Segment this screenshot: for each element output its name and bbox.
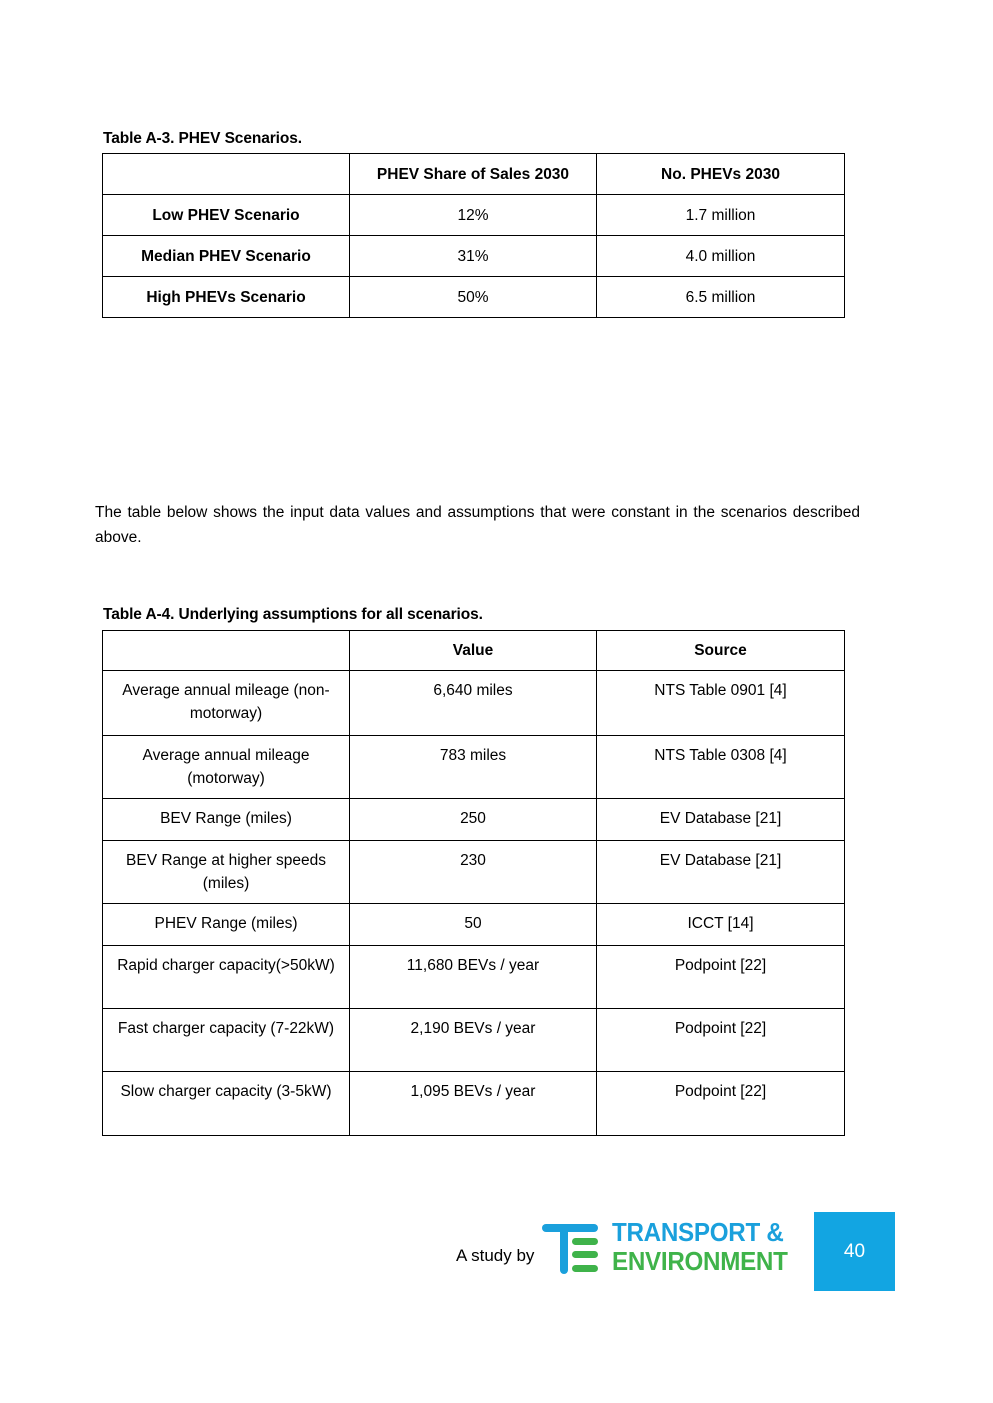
table-cell: 4.0 million <box>597 236 845 277</box>
table-cell: EV Database [21] <box>597 799 845 841</box>
table-row <box>103 236 845 277</box>
row-label: High PHEVs Scenario <box>103 277 350 318</box>
table-row <box>103 799 845 841</box>
table-row <box>103 904 845 946</box>
row-label: Average annual mileage (motorway) <box>103 736 350 799</box>
row-label: Fast charger capacity (7-22kW) <box>103 1009 350 1072</box>
brand-line-environment: ENVIRONMENT <box>612 1246 788 1276</box>
table-cell: ICCT [14] <box>597 904 845 946</box>
table-cell: 31% <box>350 236 597 277</box>
table-cell: 6.5 million <box>597 277 845 318</box>
table-cell: 230 <box>350 841 597 904</box>
te-logo-icon <box>540 1220 602 1278</box>
assumptions-table <box>102 630 845 1136</box>
header-cell <box>103 154 350 195</box>
table-header-row <box>103 154 845 195</box>
brand-line-transport: TRANSPORT & <box>612 1217 784 1247</box>
table-cell: EV Database [21] <box>597 841 845 904</box>
header-cell: Source <box>597 631 845 671</box>
table-a3-caption: Table A-3. PHEV Scenarios. <box>103 130 302 147</box>
row-label: PHEV Range (miles) <box>103 904 350 946</box>
row-label: Slow charger capacity (3-5kW) <box>103 1072 350 1136</box>
table-row <box>103 946 845 1009</box>
table-cell: 6,640 miles <box>350 671 597 736</box>
table-row <box>103 736 845 799</box>
table-cell: 1,095 BEVs / year <box>350 1072 597 1136</box>
table-cell: 783 miles <box>350 736 597 799</box>
study-by-label: A study by <box>456 1246 535 1265</box>
table-row <box>103 277 845 318</box>
row-label: Rapid charger capacity(>50kW) <box>103 946 350 1009</box>
header-cell: PHEV Share of Sales 2030 <box>350 154 597 195</box>
table-a4-caption: Table A-4. Underlying assumptions for all scenarios. <box>103 606 483 623</box>
phev-scenarios-table <box>102 153 845 318</box>
table-cell: 50 <box>350 904 597 946</box>
header-cell: No. PHEVs 2030 <box>597 154 845 195</box>
row-label: Low PHEV Scenario <box>103 195 350 236</box>
table-header-row <box>103 631 845 671</box>
table-cell: Podpoint [22] <box>597 1072 845 1136</box>
table-cell: 12% <box>350 195 597 236</box>
row-label: BEV Range (miles) <box>103 799 350 841</box>
table-cell: Podpoint [22] <box>597 1009 845 1072</box>
table-row <box>103 841 845 904</box>
table-row <box>103 1072 845 1136</box>
row-label: Average annual mileage (non-motorway) <box>103 671 350 736</box>
table-row <box>103 1009 845 1072</box>
intro-paragraph: The table below shows the input data values and assumptions that were constant in the scenarios described above. <box>95 504 860 546</box>
table-row <box>103 195 845 236</box>
table-cell: 11,680 BEVs / year <box>350 946 597 1009</box>
row-label: BEV Range at higher speeds (miles) <box>103 841 350 904</box>
page-number: 40 <box>814 1212 895 1291</box>
row-label: Median PHEV Scenario <box>103 236 350 277</box>
table-cell: NTS Table 0901 [4] <box>597 671 845 736</box>
table-cell: 2,190 BEVs / year <box>350 1009 597 1072</box>
table-row <box>103 671 845 736</box>
table-cell: 250 <box>350 799 597 841</box>
table-cell: Podpoint [22] <box>597 946 845 1009</box>
header-cell <box>103 631 350 671</box>
table-cell: NTS Table 0308 [4] <box>597 736 845 799</box>
table-cell: 1.7 million <box>597 195 845 236</box>
table-cell: 50% <box>350 277 597 318</box>
brand-wordmark <box>612 1218 788 1276</box>
header-cell: Value <box>350 631 597 671</box>
